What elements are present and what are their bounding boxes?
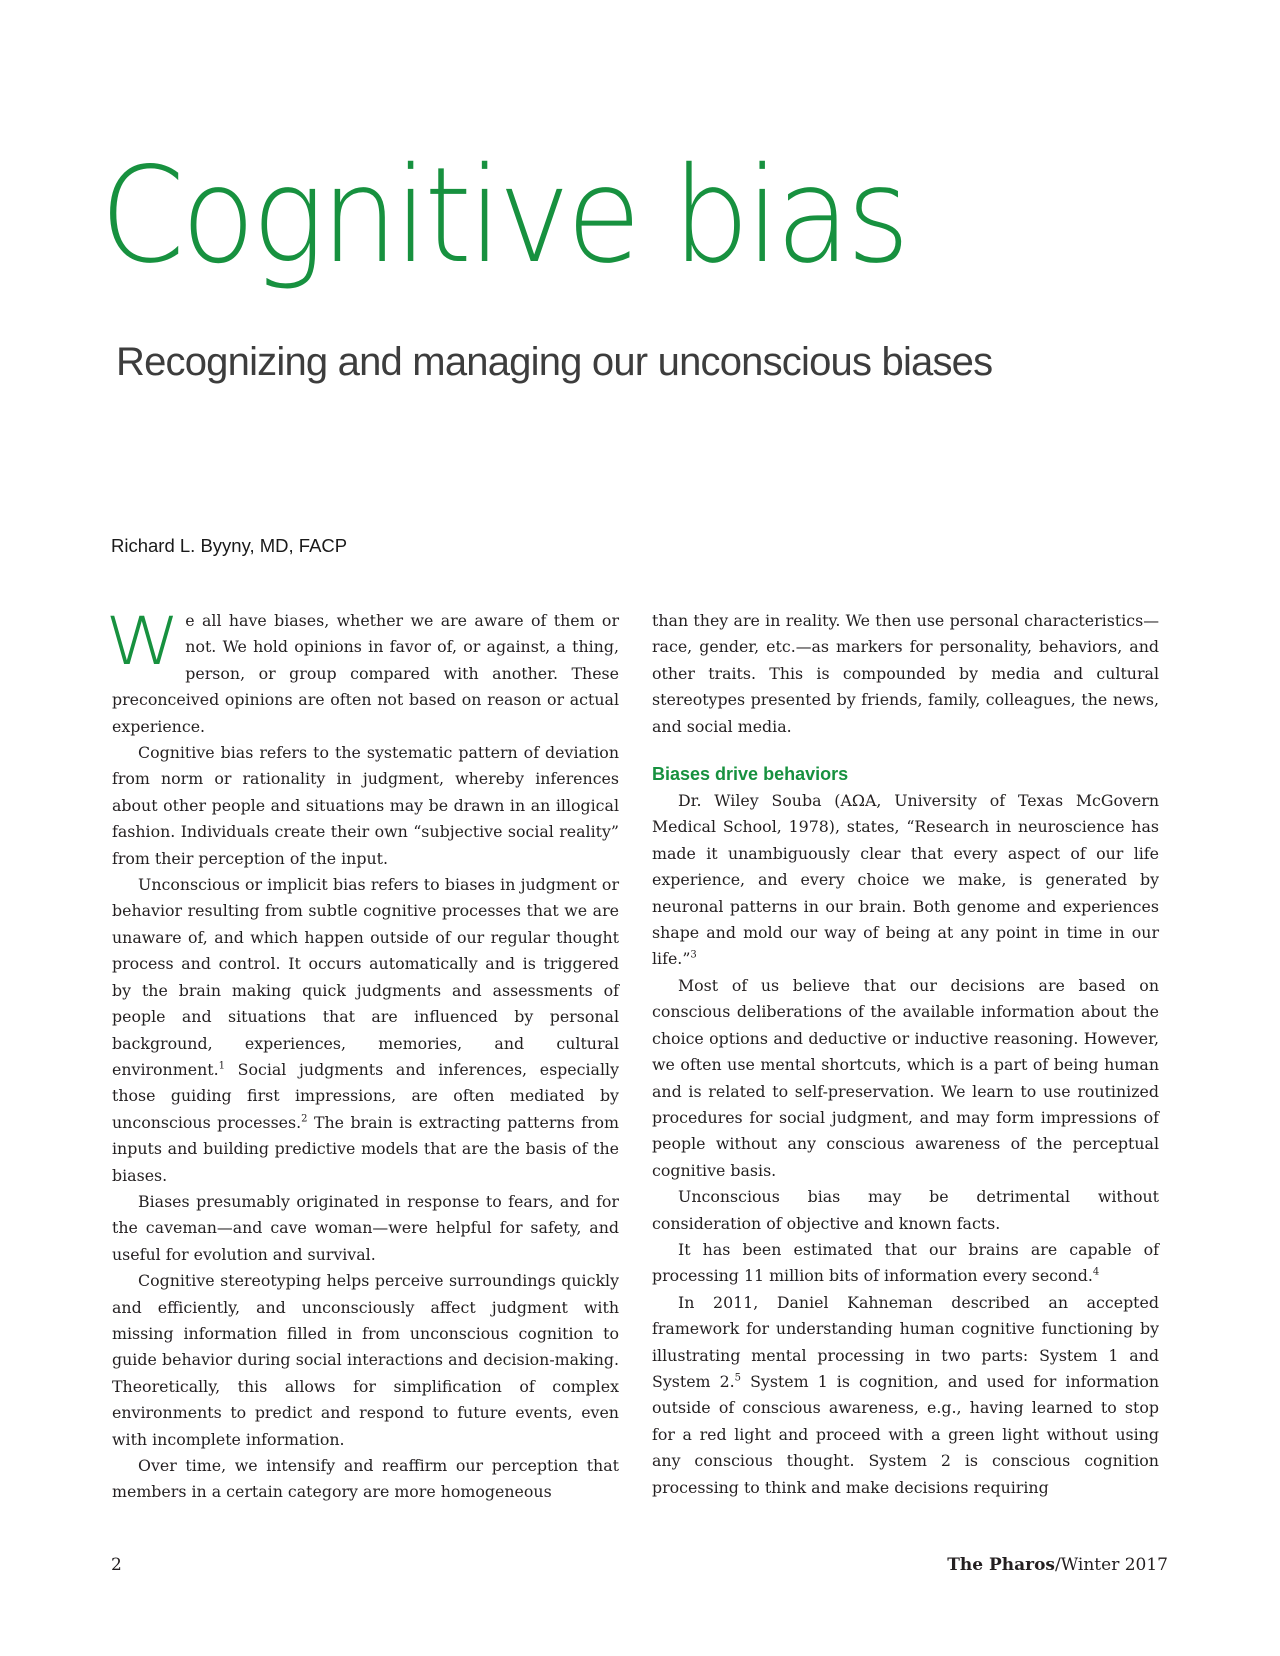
publication-name: The Pharos — [947, 1555, 1056, 1575]
left-column — [105, 603, 620, 1506]
paragraph: Cognitive bias refers to the systematic pattern of deviation from norm or rationality in judgment, whereby inferences about other people and situations may be drawn in an illogical fashion. Individuals create their own “subjective social reality” from their perception of the input. — [112, 743, 619, 868]
footnote-ref: 2 — [301, 1113, 308, 1125]
paragraph: We all have biases, whether we are aware of them or not. We hold opinions in favor of, or against, a thing, person, or group compared with another. These preconceived opinions are often not based on reason or actual experience. — [105, 603, 619, 736]
page-number: 2 — [111, 1555, 122, 1575]
author-byline: Richard L. Byyny, MD, FACP — [111, 535, 348, 556]
paragraph: It has been estimated that our brains are capable of processing 11 million bits of information every second.$^4$ — [652, 1239, 1159, 1286]
right-column — [652, 608, 1159, 1501]
footnote-ref: 4 — [1092, 1267, 1100, 1279]
paragraph: Dr. Wiley Souba (AΩA, University of Texas McGovern Medical School, 1978), states, “Research in neuroscience has made it unambiguously clear that every aspect of our life experience, and every choice we make, is generated by neuronal patterns in our brain. Both genome and experiences shape and mold our way of being at any point in time in our life.”$^3$ — [652, 791, 1159, 969]
paragraph: Unconscious or implicit bias refers to biases in judgment or behavior resulting from subtle cognitive processes that we are unaware of, and which happen outside of our regular thought process and control. It occurs automatically and is triggered by the brain making quick judgments and assessments of people and situations that are influenced by personal background, experiences, memories, and cultural environment.$^1$ Social judgments and inferences, especially those guiding first impressions, are often mediated by unconscious processes.$^2$ The brain is extracting patterns from inputs and building predictive models that are the basis of the biases. — [112, 875, 620, 1185]
paragraph: In 2011, Daniel Kahneman described an accepted framework for understanding human cognitive functioning by illustrating mental processing in two parts: System 1 and System 2.$^5$ System 1 is cognition, and used for information outside of conscious awareness, e.g., having learned to stop for a red light and proceed with a green light without using any conscious thought. System 2 is conscious cognition processing to think and make decisions requiring — [652, 1292, 1160, 1497]
section-heading: Biases drive behaviors — [652, 764, 849, 785]
article-title: Cognitive bias — [100, 139, 907, 293]
paragraph: Cognitive stereotyping helps perceive surroundings quickly and efficiently, and unconsciously affect judgment with missing information filled in from unconscious cognition to guide behavior during social interactions and decision-making. Theoretically, this allows for simplification of complex environments to predict and respond to future events, even with incomplete information. — [112, 1271, 619, 1449]
paragraph: than they are in reality. We then use personal characteristics—race, gender, etc.—as markers for personality, behaviors, and other traits. This is compounded by media and cultural stereotypes presented by friends, family, colleagues, the news, and social media. — [652, 611, 1159, 736]
footnote-ref: 1 — [218, 1060, 225, 1072]
paragraph: Biases presumably originated in response to fears, and for the caveman—and cave woman—were helpful for safety, and useful for evolution and survival. — [112, 1191, 619, 1264]
drop-cap: W — [105, 603, 181, 680]
publication-footer — [947, 1555, 1168, 1575]
footnote-ref: 3 — [690, 950, 697, 962]
issue-date: /Winter 2017 — [1055, 1555, 1168, 1575]
footnote-ref: 5 — [734, 1372, 742, 1384]
article-subtitle: Recognizing and managing our unconscious biases — [116, 340, 993, 384]
paragraph: Over time, we intensify and reaffirm our perception that members in a certain category are more homogeneous — [112, 1456, 619, 1502]
paragraph: Unconscious bias may be detrimental without consideration of objective and known facts. — [652, 1187, 1159, 1233]
paragraph: Most of us believe that our decisions are based on conscious deliberations of the available information about the choice options and deductive or inductive reasoning. However, we often use mental shortcuts, which is a part of being human and is related to self-preservation. We learn to use routinized procedures for social judgment, and may form impressions of people without any conscious awareness of the perceptual cognitive basis. — [652, 975, 1159, 1180]
